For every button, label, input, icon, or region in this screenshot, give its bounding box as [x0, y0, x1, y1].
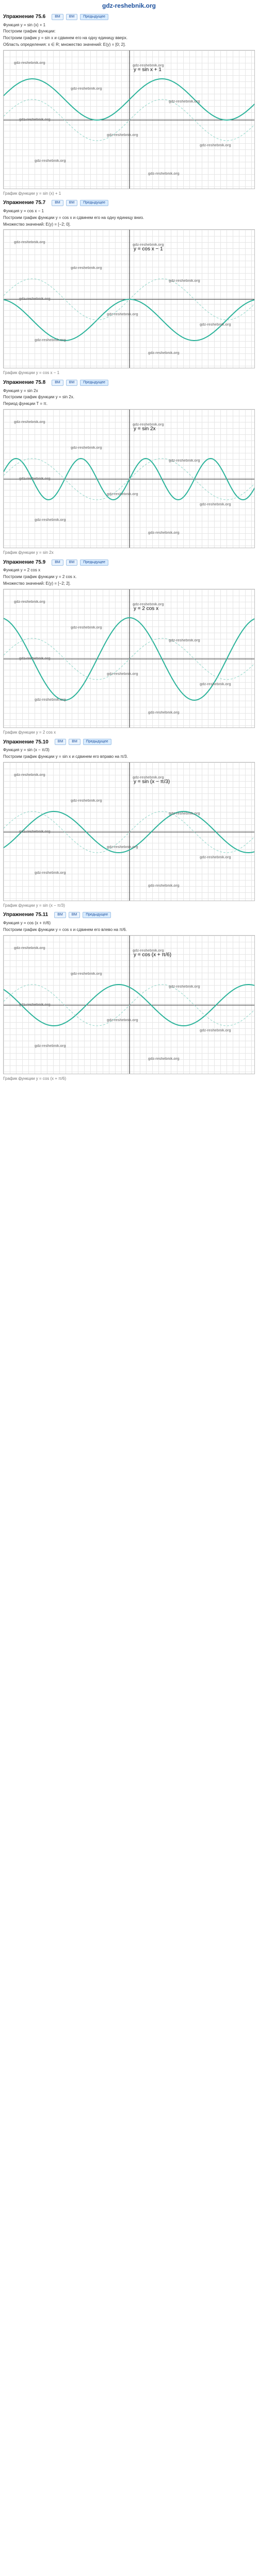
watermark-text: gdz-reshebnik.org — [148, 710, 180, 715]
watermark-text: gdz-reshebnik.org — [19, 656, 51, 660]
watermark-text: gdz-reshebnik.org — [14, 61, 45, 65]
exercise-title: Упражнение 75.7 — [3, 200, 46, 206]
watermark-text: gdz-reshebnik.org — [71, 799, 102, 803]
toolbar-button[interactable]: ВМ — [66, 560, 78, 566]
watermark-text: gdz-reshebnik.org — [19, 297, 51, 301]
exercise-toolbar — [52, 200, 108, 206]
exercise-intro: Функция y = 2 cos x — [3, 568, 41, 573]
toolbar-button[interactable]: ВМ — [52, 14, 63, 20]
exercise-title-line — [3, 739, 255, 746]
watermark-text: gdz-reshebnik.org — [14, 946, 45, 950]
watermark-text: gdz-reshebnik.org — [133, 775, 164, 779]
exercise-paragraph: Множество значений: E(y) = [−2; 2]. — [3, 581, 71, 586]
toolbar-button[interactable]: ВМ — [52, 380, 63, 386]
exercise-toolbar — [52, 14, 108, 20]
site-brand-link[interactable]: gdz-reshebnik.org — [102, 2, 156, 9]
exercise-title: Упражнение 75.9 — [3, 559, 46, 565]
curve-formula-label: y = sin 2x — [134, 426, 156, 432]
exercise-paragraph: Построим график функции y = sin x и сдвинем его вправо на π/3. — [3, 754, 128, 759]
exercise-paragraph: Построим график функции y = sin 2x. — [3, 395, 74, 400]
watermark-text: gdz-reshebnik.org — [200, 682, 231, 686]
toolbar-button[interactable]: ВМ — [52, 200, 63, 206]
exercise-title-line — [3, 13, 255, 21]
toolbar-button[interactable]: Предыдущее — [80, 380, 108, 386]
curve-formula-label: y = sin (x − π/3) — [134, 778, 170, 785]
function-graph — [3, 762, 255, 901]
exercise-paragraph: Период функции T = π. — [3, 401, 48, 406]
watermark-text: gdz-reshebnik.org — [71, 266, 102, 270]
watermark-text: gdz-reshebnik.org — [35, 698, 66, 702]
site-header — [0, 0, 258, 10]
function-graph — [3, 589, 255, 728]
toolbar-button[interactable]: Предыдущее — [80, 200, 108, 206]
watermark-text: gdz-reshebnik.org — [14, 420, 45, 425]
watermark-text: gdz-reshebnik.org — [19, 117, 51, 122]
exercise-paragraph: Построим график функции y = cos x и сдвинем его влево на π/6. — [3, 927, 127, 932]
watermark-text: gdz-reshebnik.org — [133, 602, 164, 606]
watermark-text: gdz-reshebnik.org — [148, 531, 180, 535]
watermark-text: gdz-reshebnik.org — [133, 243, 164, 247]
watermark-text: gdz-reshebnik.org — [148, 1057, 180, 1061]
toolbar-button[interactable]: Предыдущее — [80, 560, 108, 566]
toolbar-button[interactable]: ВМ — [52, 560, 63, 566]
watermark-text: gdz-reshebnik.org — [169, 99, 200, 104]
exercise-intro: Функция y = cos x − 1 — [3, 208, 44, 213]
exercise-title: Упражнение 75.11 — [3, 912, 49, 918]
watermark-text: gdz-reshebnik.org — [200, 1028, 231, 1032]
graph-caption: График функции y = cos x − 1 — [3, 370, 60, 376]
watermark-text: gdz-reshebnik.org — [71, 972, 102, 976]
exercise-paragraph: Построим график функции: — [3, 29, 56, 34]
watermark-text: gdz-reshebnik.org — [14, 773, 45, 777]
watermark-text: gdz-reshebnik.org — [200, 855, 231, 859]
exercise-section — [0, 739, 258, 909]
watermark-text: gdz-reshebnik.org — [71, 625, 102, 630]
watermark-text: gdz-reshebnik.org — [71, 87, 102, 91]
toolbar-button[interactable]: ВМ — [66, 380, 78, 386]
toolbar-button[interactable]: ВМ — [55, 739, 67, 745]
watermark-text: gdz-reshebnik.org — [169, 459, 200, 463]
toolbar-button[interactable]: ВМ — [66, 200, 78, 206]
watermark-text: gdz-reshebnik.org — [169, 811, 200, 816]
toolbar-button[interactable]: ВМ — [69, 912, 80, 918]
curve-formula-label: y = cos x − 1 — [134, 246, 163, 252]
exercise-section — [0, 379, 258, 556]
watermark-text: gdz-reshebnik.org — [107, 1018, 138, 1022]
exercise-title-line — [3, 559, 255, 566]
content — [0, 13, 258, 1081]
watermark-text: gdz-reshebnik.org — [200, 323, 231, 327]
exercise-section — [0, 199, 258, 376]
watermark-text: gdz-reshebnik.org — [133, 948, 164, 953]
curve-formula-label: y = 2 cos x — [134, 605, 159, 612]
watermark-text: gdz-reshebnik.org — [35, 871, 66, 875]
watermark-text: gdz-reshebnik.org — [19, 1003, 51, 1007]
exercise-intro: Функция y = sin 2x — [3, 388, 38, 393]
watermark-text: gdz-reshebnik.org — [200, 143, 231, 147]
watermark-text: gdz-reshebnik.org — [200, 503, 231, 507]
exercise-paragraph: Область определения: x ∈ R; множество значений: E(y) = [0; 2]. — [3, 42, 126, 47]
toolbar-button[interactable]: ВМ — [66, 14, 78, 20]
toolbar-button[interactable]: Предыдущее — [83, 739, 111, 745]
exercise-intro: Функция y = sin (x − π/3) — [3, 748, 50, 753]
graph-caption: График функции y = sin 2x — [3, 550, 54, 555]
watermark-text: gdz-reshebnik.org — [14, 241, 45, 245]
exercise-title: Упражнение 75.6 — [3, 14, 46, 20]
exercise-toolbar — [55, 739, 111, 745]
exercise-title: Упражнение 75.8 — [3, 380, 46, 386]
watermark-text: gdz-reshebnik.org — [35, 159, 66, 163]
exercise-paragraph: Построим график функции y = 2 cos x. — [3, 574, 77, 580]
exercise-toolbar — [52, 380, 108, 386]
exercise-paragraph: Построим график y = sin x и сдвинем его на одну единицу вверх. — [3, 36, 128, 41]
curve-formula-label: y = sin x + 1 — [134, 66, 162, 73]
watermark-text: gdz-reshebnik.org — [107, 672, 138, 676]
toolbar-button[interactable]: Предыдущее — [80, 14, 108, 20]
exercise-toolbar — [54, 912, 111, 918]
function-graph — [3, 229, 255, 368]
watermark-text: gdz-reshebnik.org — [107, 133, 138, 137]
exercise-section — [0, 13, 258, 196]
watermark-text: gdz-reshebnik.org — [133, 423, 164, 427]
exercise-title-line — [3, 911, 255, 919]
exercise-title-line — [3, 379, 255, 386]
watermark-text: gdz-reshebnik.org — [35, 518, 66, 522]
watermark-text: gdz-reshebnik.org — [71, 446, 102, 450]
watermark-text: gdz-reshebnik.org — [148, 884, 180, 888]
graph-caption: График функции y = 2 cos x — [3, 730, 56, 735]
watermark-text: gdz-reshebnik.org — [35, 338, 66, 343]
graph-caption: График функции y = sin (x − π/3) — [3, 903, 65, 908]
watermark-text: gdz-reshebnik.org — [107, 313, 138, 317]
toolbar-button[interactable]: Предыдущее — [83, 912, 111, 918]
exercise-paragraph: Множество значений: E(y) = [−2; 0]. — [3, 222, 71, 227]
exercise-toolbar — [52, 560, 108, 566]
watermark-text: gdz-reshebnik.org — [19, 477, 51, 481]
watermark-text: gdz-reshebnik.org — [19, 829, 51, 834]
exercise-intro: Функция y = cos (x + π/6) — [3, 920, 51, 925]
toolbar-button[interactable]: ВМ — [69, 739, 80, 745]
graph-caption: График функции y = cos (x + π/6) — [3, 1076, 67, 1081]
watermark-text: gdz-reshebnik.org — [107, 845, 138, 849]
exercise-title-line — [3, 199, 255, 207]
function-graph — [3, 409, 255, 548]
watermark-text: gdz-reshebnik.org — [14, 600, 45, 604]
watermark-text: gdz-reshebnik.org — [35, 1044, 66, 1048]
function-graph — [3, 50, 255, 189]
watermark-text: gdz-reshebnik.org — [169, 638, 200, 642]
exercise-intro: Функция y = sin (x) + 1 — [3, 22, 46, 27]
watermark-text: gdz-reshebnik.org — [133, 63, 164, 67]
watermark-text: gdz-reshebnik.org — [148, 351, 180, 355]
watermark-text: gdz-reshebnik.org — [169, 985, 200, 989]
exercise-paragraph: Построим график функции y = cos x и сдвинем его на одну единицу вниз. — [3, 215, 144, 220]
watermark-text: gdz-reshebnik.org — [107, 493, 138, 497]
function-graph — [3, 935, 255, 1074]
exercise-section — [0, 911, 258, 1081]
curve-formula-label: y = cos (x + π/6) — [134, 952, 172, 958]
watermark-text: gdz-reshebnik.org — [169, 279, 200, 283]
exercise-section — [0, 559, 258, 736]
graph-caption: График функции y = sin (x) + 1 — [3, 191, 61, 196]
toolbar-button[interactable]: ВМ — [54, 912, 66, 918]
exercise-title: Упражнение 75.10 — [3, 739, 49, 745]
watermark-text: gdz-reshebnik.org — [148, 172, 180, 176]
